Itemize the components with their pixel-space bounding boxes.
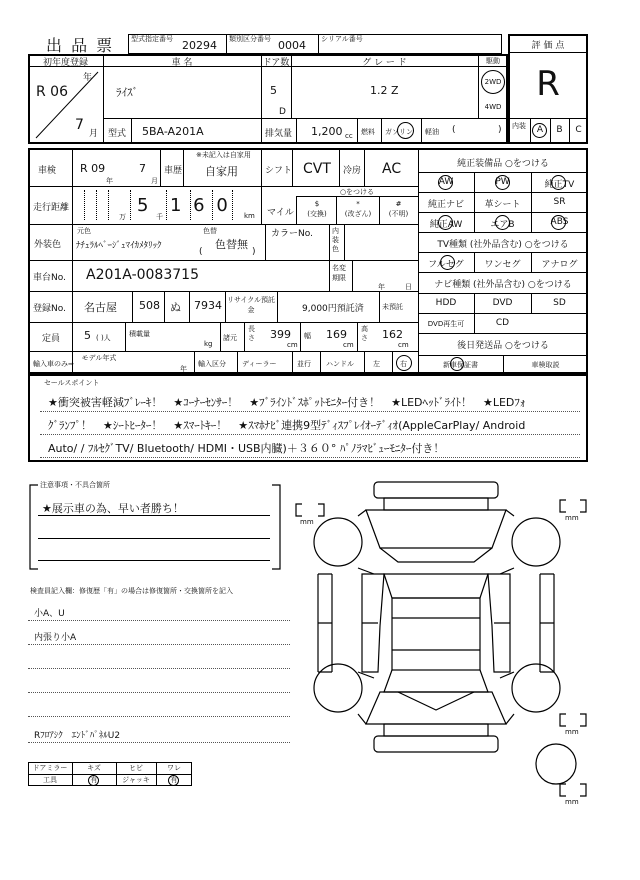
first-reg-year: R 06 [36,84,68,100]
handle-selected-circle [396,355,412,371]
type-no-label: 型式指定番号 [131,35,173,43]
sales-line-2: ｸﾞﾗﾝﾌﾟ！ ★ｼｰﾄﾋｰﾀｰ！ ★ｽﾏｰﾄｷｰ！ ★ｽﾏﾎﾅﾋﾞ連携9型ﾃﾞｨｽﾌﾟﾚｲｵｰﾃﾞｨｵ(AppleCarPlay/ Android [48,419,526,432]
import-parallel: 並行 [297,360,311,368]
navi-sd: SD [553,298,566,308]
model-value: 5BA-A201A [142,125,204,138]
tools-h-break: ワレ [167,764,181,772]
doors-value: 5 [270,84,277,97]
diagram-mm-fl: mm [300,518,314,526]
capacity-unit: ( )人 [96,334,111,342]
reg-kana: ぬ [170,301,181,314]
navi-type-header: ナビ種類 (社外品含む) ○をつける [434,280,572,290]
equip-pw-circle [495,175,510,190]
tools-tool-label: 工具 [43,776,57,784]
drive-label: 駆動 [486,57,500,65]
load-unit: kg [204,340,213,348]
grade-value: 1.2 Z [370,84,399,97]
equipment-header: 純正装備品 ○をつける [457,159,549,169]
displacement-unit: cc [345,132,353,140]
tools-tool-circle [88,775,99,786]
interior-c: C [575,125,582,135]
recycle-unpaid: 未預託 [382,303,403,311]
mileage-unknown: # (不明) [388,200,409,218]
equip-abs: ABS [550,217,569,227]
equip-genuine-aw: 純正AW [429,220,463,230]
notes-line-1: ★展示車の為、早い者勝ち！ [42,502,184,515]
tools-jack-label: ジャッキ [122,776,150,784]
class-no-label: 類別区分番号 [229,35,271,43]
inspection-month: 7 [139,162,146,175]
first-reg-month: 7 [75,117,84,133]
inspector-line-5: Rﾌﾛｱｼｸ ｴﾝﾄﾞﾊﾟﾈﾙU2 [34,731,121,741]
displacement-label: 排気量 [265,129,293,139]
inspection-label: 車検 [38,166,57,176]
interior-a: A [536,125,544,135]
repaint-value: 色替無 [215,238,248,251]
shift-value: CVT [303,161,331,177]
height-value: 162 [382,328,403,341]
width-label: 幅 [304,332,311,340]
notes-label: 注意事項・不具合箇所 [40,481,110,489]
mileage-man: 5 [137,195,149,216]
rating-label: 評 価 点 [531,41,565,51]
interior-color-label: 内装色 [332,227,339,253]
chassis-value: A201A-0083715 [86,267,199,283]
equip-pw: PW [495,177,510,187]
import-type-label: 輸入区分 [198,360,226,368]
diagram-mm-fr: mm [565,514,579,522]
length-unit: cm [287,341,298,349]
fuel-selected-circle [397,122,414,139]
equip-sr: SR [553,197,566,207]
tv-analog: アナログ [541,260,578,270]
tv-type-header: TV種類 (社外品含む) ○をつける [437,240,569,250]
sheet-title: 出 品 票 [46,36,115,55]
width-value: 169 [326,328,347,341]
sales-point-label: セールスポイント [44,379,100,387]
later-warranty-circle [450,357,464,371]
first-reg-month-suffix: 月 [89,129,99,139]
sales-line-3: Auto/ / ﾌﾙｾｸﾞTV/ Bluetooth/ HDMI・USB内臓)＋３６０° ﾊﾟﾉﾗﾏﾋﾞｭｰﾓﾆﾀｰ付き！ [48,442,445,455]
doors-label: ドア数 [262,58,290,68]
handle-left: 左 [373,360,380,368]
fuel-label: 燃料 [361,128,375,136]
tools-tool-value: 有 [90,776,98,784]
shift-label: シフト [265,166,293,176]
color-no-label: カラーNo. [271,229,313,239]
interior-b: B [556,125,563,135]
fuel-gas: ガソリン [385,128,413,136]
title-day: 日 [405,283,412,291]
tv-fullseg: フルセグ [428,260,464,270]
mileage-km-unit: km [244,212,255,220]
history-note: ※未記入は自家用 [196,151,251,159]
equip-airbag: エアB [490,220,515,230]
exterior-label: 外装色 [34,240,62,250]
mileage-altered: * (改ざん) [344,200,372,218]
import-label: 輸入車のみ⇒ [33,360,74,368]
equip-tv-circle [551,175,566,190]
tools-jack-value: 有 [170,776,178,784]
tools-h-crack: ヒビ [129,764,143,772]
drive-2wd: 2WD [484,78,502,86]
spec-label: 諸元 [223,334,237,342]
repaint-label: 色替 [203,227,217,235]
model-year-label: モデル年式 [81,354,117,362]
tv-oneseg: ワンセグ [484,260,521,270]
mileage-sen: 1 6 0 [170,195,231,216]
equip-leather: 革シート [484,200,521,210]
car-name-label: 車 名 [171,58,193,68]
title-label: 名変期限 [332,264,346,282]
height-label: 高さ [361,325,368,342]
cooler-value: AC [382,161,402,177]
recycle-label: リサイクル預託金 [226,296,276,314]
later-items-header: 後日発送品 ○をつける [457,341,549,351]
equip-navi: 純正ナビ [427,200,464,210]
diagram-mm-spare: mm [565,798,579,806]
tv-fullseg-circle [440,255,455,270]
mileage-circle-note: ○をつける [339,188,375,196]
mileage-man-unit: 万 [119,213,126,221]
grade-label: グ レ ー ド [362,58,407,68]
type-no: 20294 [182,39,217,52]
capacity-label: 定員 [42,334,61,344]
equip-abs-circle [551,215,566,230]
width-unit: cm [343,341,354,349]
mileage-label: 走行距離 [33,203,70,213]
title-year: 年 [378,283,385,291]
cooler-label: 冷房 [343,166,362,176]
inspection-year-suffix: 年 [106,177,113,185]
class-no: 0004 [278,39,306,52]
equip-aw: AW [438,177,454,187]
equip-aw-circle [438,175,453,190]
diagram-mm-rr: mm [565,728,579,736]
navi-cd: CD [495,318,510,328]
history-value: 自家用 [205,165,238,178]
navi-hdd: HDD [435,298,457,308]
later-warranty: 新車保証書 [443,361,478,369]
handle-right: 右 [400,360,407,368]
notes-bracket [26,483,284,571]
original-color: ﾅﾁｭﾗﾙﾍﾞｰｼﾞｭﾏｲｶﾒﾀﾘｯｸ [76,241,162,251]
later-manual: 車検取説 [531,361,560,369]
reg-label: 登録No. [33,304,66,314]
mileage-exchange: $ (交換) [307,200,327,218]
equip-genuine-aw-circle [438,215,453,230]
handle-label: ハンドル [326,360,354,368]
drive-4wd: 4WD [484,103,502,111]
mile-label: マイル [267,208,294,218]
capacity-value: 5 [84,329,91,342]
reg-number: 7934 [194,299,222,312]
sales-line-1: ★衝突被害軽減ﾌﾞﾚｰｷ！ ★ｺｰﾅｰｾﾝｻｰ！ ★ﾌﾞﾗｲﾝﾄﾞｽﾎﾟｯﾄﾓﾆﾀｰ付き！ ★LEDﾍｯﾄﾞﾗｲﾄ！ ★LEDﾌｫ [48,396,526,409]
length-value: 399 [270,328,291,341]
reg-class: 508 [139,299,160,312]
tools-jack-circle [168,775,179,786]
car-damage-diagram [288,478,588,808]
door-type: D [279,107,286,117]
car-name: ﾗｲｽﾞ [116,86,138,99]
chassis-label: 車台No. [33,273,66,283]
inspector-line-1: 小A、U [34,609,65,619]
fuel-diesel: 軽油 [425,128,439,136]
equip-tv: 純正TV [544,180,575,190]
tools-h-scratch: キズ [87,764,101,772]
model-year-unit: 年 [180,365,187,373]
height-unit: cm [398,341,409,349]
interior-label: 内装 [512,122,526,130]
tools-h-mirror: ドアミラー [32,764,68,772]
load-label: 積載量 [129,330,150,338]
navi-dvd: DVD [492,298,513,308]
history-label: 車歴 [164,166,183,176]
original-color-label: 元色 [77,227,91,235]
inspector-label: 検査員記入欄：修復歴「有」の場合は修復箇所・交換箇所を記入 [30,587,233,595]
navi-dvd-play: DVD再生可 [427,320,465,328]
inspector-line-2: 内張り小A [34,633,77,643]
reg-area: 名古屋 [84,301,117,314]
displacement-value: 1,200 [311,125,343,138]
first-reg-year-suffix: 年 [83,73,93,83]
equip-airbag-circle [495,215,510,230]
first-reg-label: 初年度登録 [42,58,88,68]
inspection-month-suffix: 月 [151,177,158,185]
mileage-sen-unit: 千 [156,213,163,221]
rating-value: R [536,64,560,104]
inspection-year: R 09 [80,162,106,175]
recycle-value: 9,000円預託済 [302,304,364,314]
model-label: 型式 [108,129,127,139]
length-label: 長さ [248,325,255,342]
serial-label: シリアル番号 [321,35,363,43]
import-dealer: ディーラー [242,360,277,368]
